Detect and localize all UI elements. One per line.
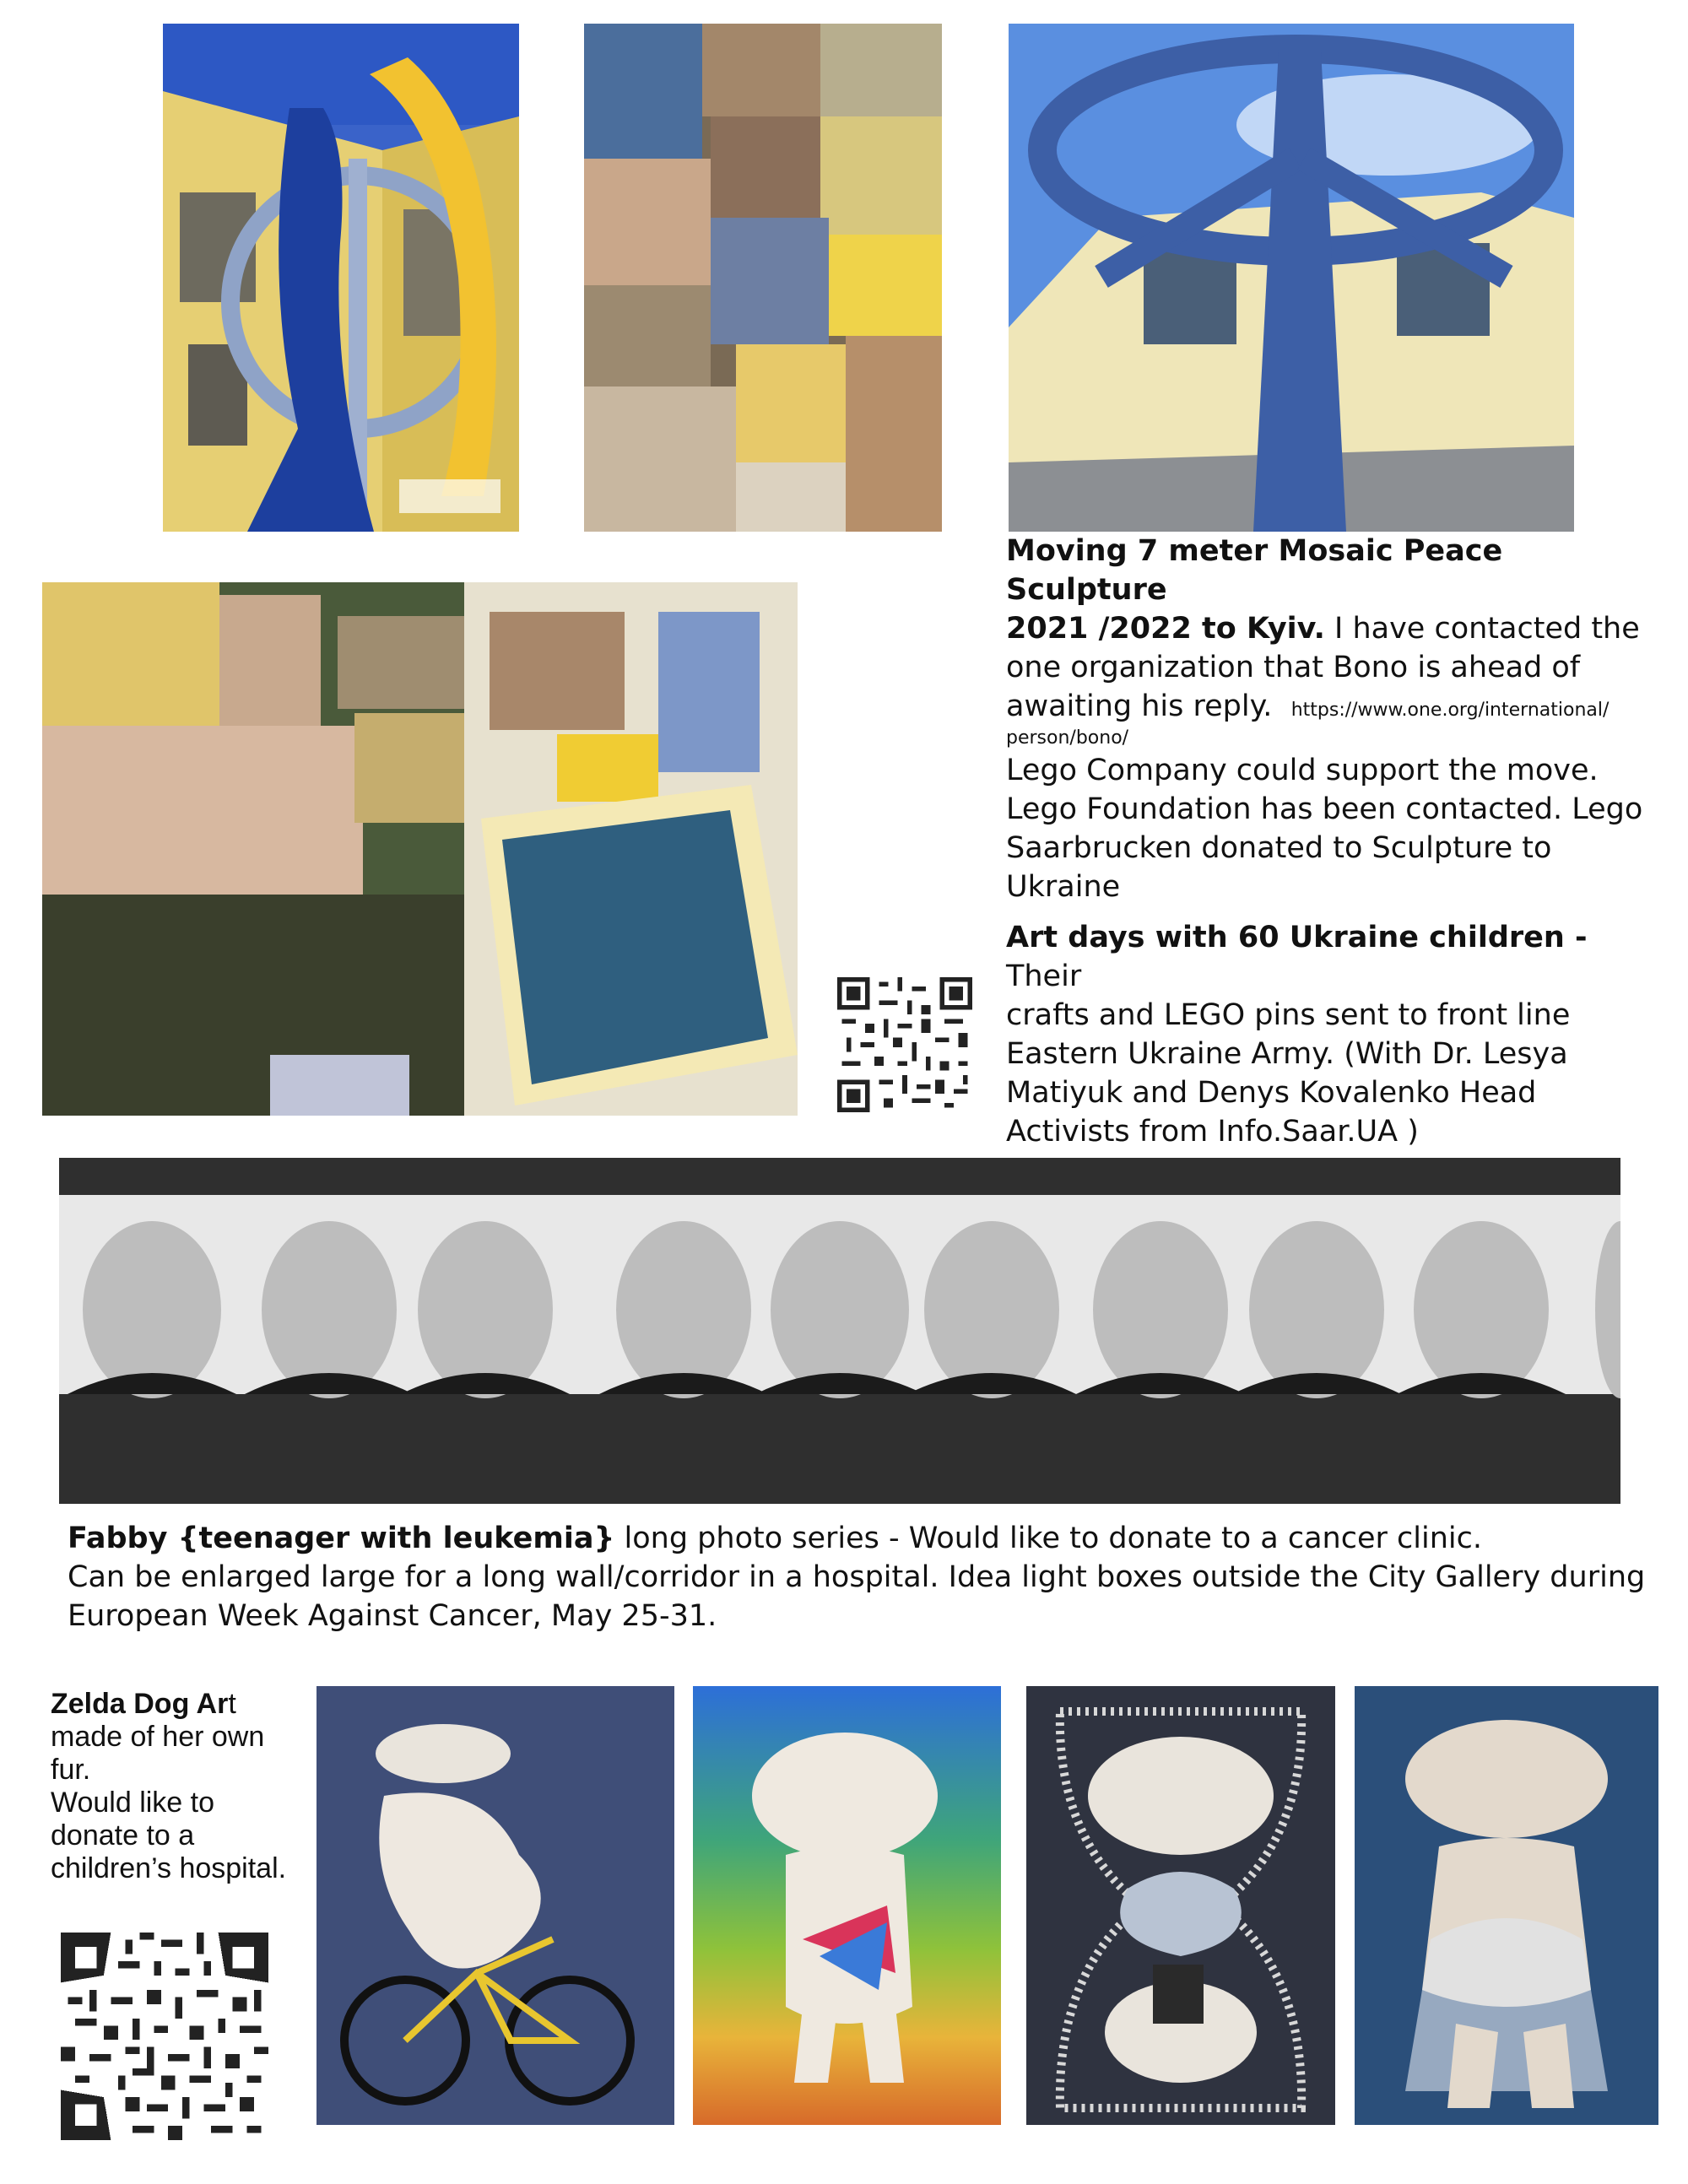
zelda-fur-art-rainbow-photo bbox=[693, 1686, 1001, 2125]
art-days-line2: crafts and LEGO pins sent to front line bbox=[1006, 998, 1571, 1032]
mosaic-peace-sculpture-photo bbox=[1009, 24, 1574, 532]
bono-url-link-continued[interactable]: person/bono/ bbox=[1006, 727, 1129, 749]
qr-code-sculpture bbox=[837, 977, 972, 1112]
peace-sculpture-flags-photo bbox=[163, 24, 519, 532]
fabby-description bbox=[68, 1519, 1654, 1635]
zelda-description bbox=[51, 1688, 321, 1885]
fabby-photo-series-strip bbox=[59, 1158, 1620, 1504]
art-days-line3: Eastern Ukraine Army. (With Dr. Lesya bbox=[1006, 1037, 1568, 1071]
zelda-fur-art-bride-photo bbox=[1355, 1686, 1658, 2125]
sculpture-body-line3: one organization that Bono is ahead of bbox=[1006, 651, 1581, 684]
lego-line2: Lego Foundation has been contacted. Lego bbox=[1006, 792, 1643, 826]
zelda-line3: fur. bbox=[51, 1754, 91, 1786]
fabby-title: Fabby {teenager with leukemia} bbox=[68, 1522, 615, 1555]
lego-line4: Ukraine bbox=[1006, 870, 1121, 904]
sculpture-title-line1: Moving 7 meter Mosaic Peace Sculpture bbox=[1006, 534, 1503, 607]
fabby-line3: European Week Against Cancer, May 25-31. bbox=[68, 1599, 717, 1633]
art-days-line4: Matiyuk and Denys Kovalenko Head bbox=[1006, 1076, 1537, 1110]
zelda-line5: donate to a bbox=[51, 1819, 195, 1852]
zelda-title-rest: t bbox=[228, 1688, 236, 1720]
zelda-fur-art-bicycle-photo bbox=[316, 1686, 674, 2125]
lego-line1: Lego Company could support the move. bbox=[1006, 754, 1599, 787]
art-days-line1: Their bbox=[1006, 960, 1082, 993]
zelda-title: Zelda Dog Ar bbox=[51, 1688, 229, 1720]
sculpture-body-line4: awaiting his reply. bbox=[1006, 689, 1273, 723]
zelda-fur-art-hourglass-photo bbox=[1026, 1686, 1335, 2125]
ukraine-children-collage-photo bbox=[42, 582, 798, 1116]
bono-url-link[interactable]: https://www.one.org/international/ bbox=[1290, 700, 1610, 721]
zelda-line6: children’s hospital. bbox=[51, 1852, 287, 1884]
fabby-line1: long photo series - Would like to donate to a cancer clinic. bbox=[614, 1522, 1482, 1555]
sculpture-body-line2: I have contacted the bbox=[1324, 612, 1640, 646]
sculpture-title-line2: 2021 /2022 to Kyiv. bbox=[1006, 612, 1325, 646]
fabby-line2: Can be enlarged large for a long wall/corridor in a hospital. Idea light boxes outside the City Gallery during bbox=[68, 1560, 1646, 1594]
zelda-line4: Would like to bbox=[51, 1787, 215, 1819]
lego-line3: Saarbrucken donated to Sculpture to bbox=[1006, 831, 1552, 865]
art-days-title: Art days with 60 Ukraine children - bbox=[1006, 921, 1588, 954]
art-days-description bbox=[1006, 918, 1647, 1151]
qr-code-zelda bbox=[61, 1933, 268, 2140]
art-days-line5: Activists from Info.Saar.UA ) bbox=[1006, 1115, 1419, 1149]
workshop-collage-photo bbox=[584, 24, 942, 532]
sculpture-description bbox=[1006, 532, 1647, 906]
zelda-line2: made of her own bbox=[51, 1721, 265, 1753]
